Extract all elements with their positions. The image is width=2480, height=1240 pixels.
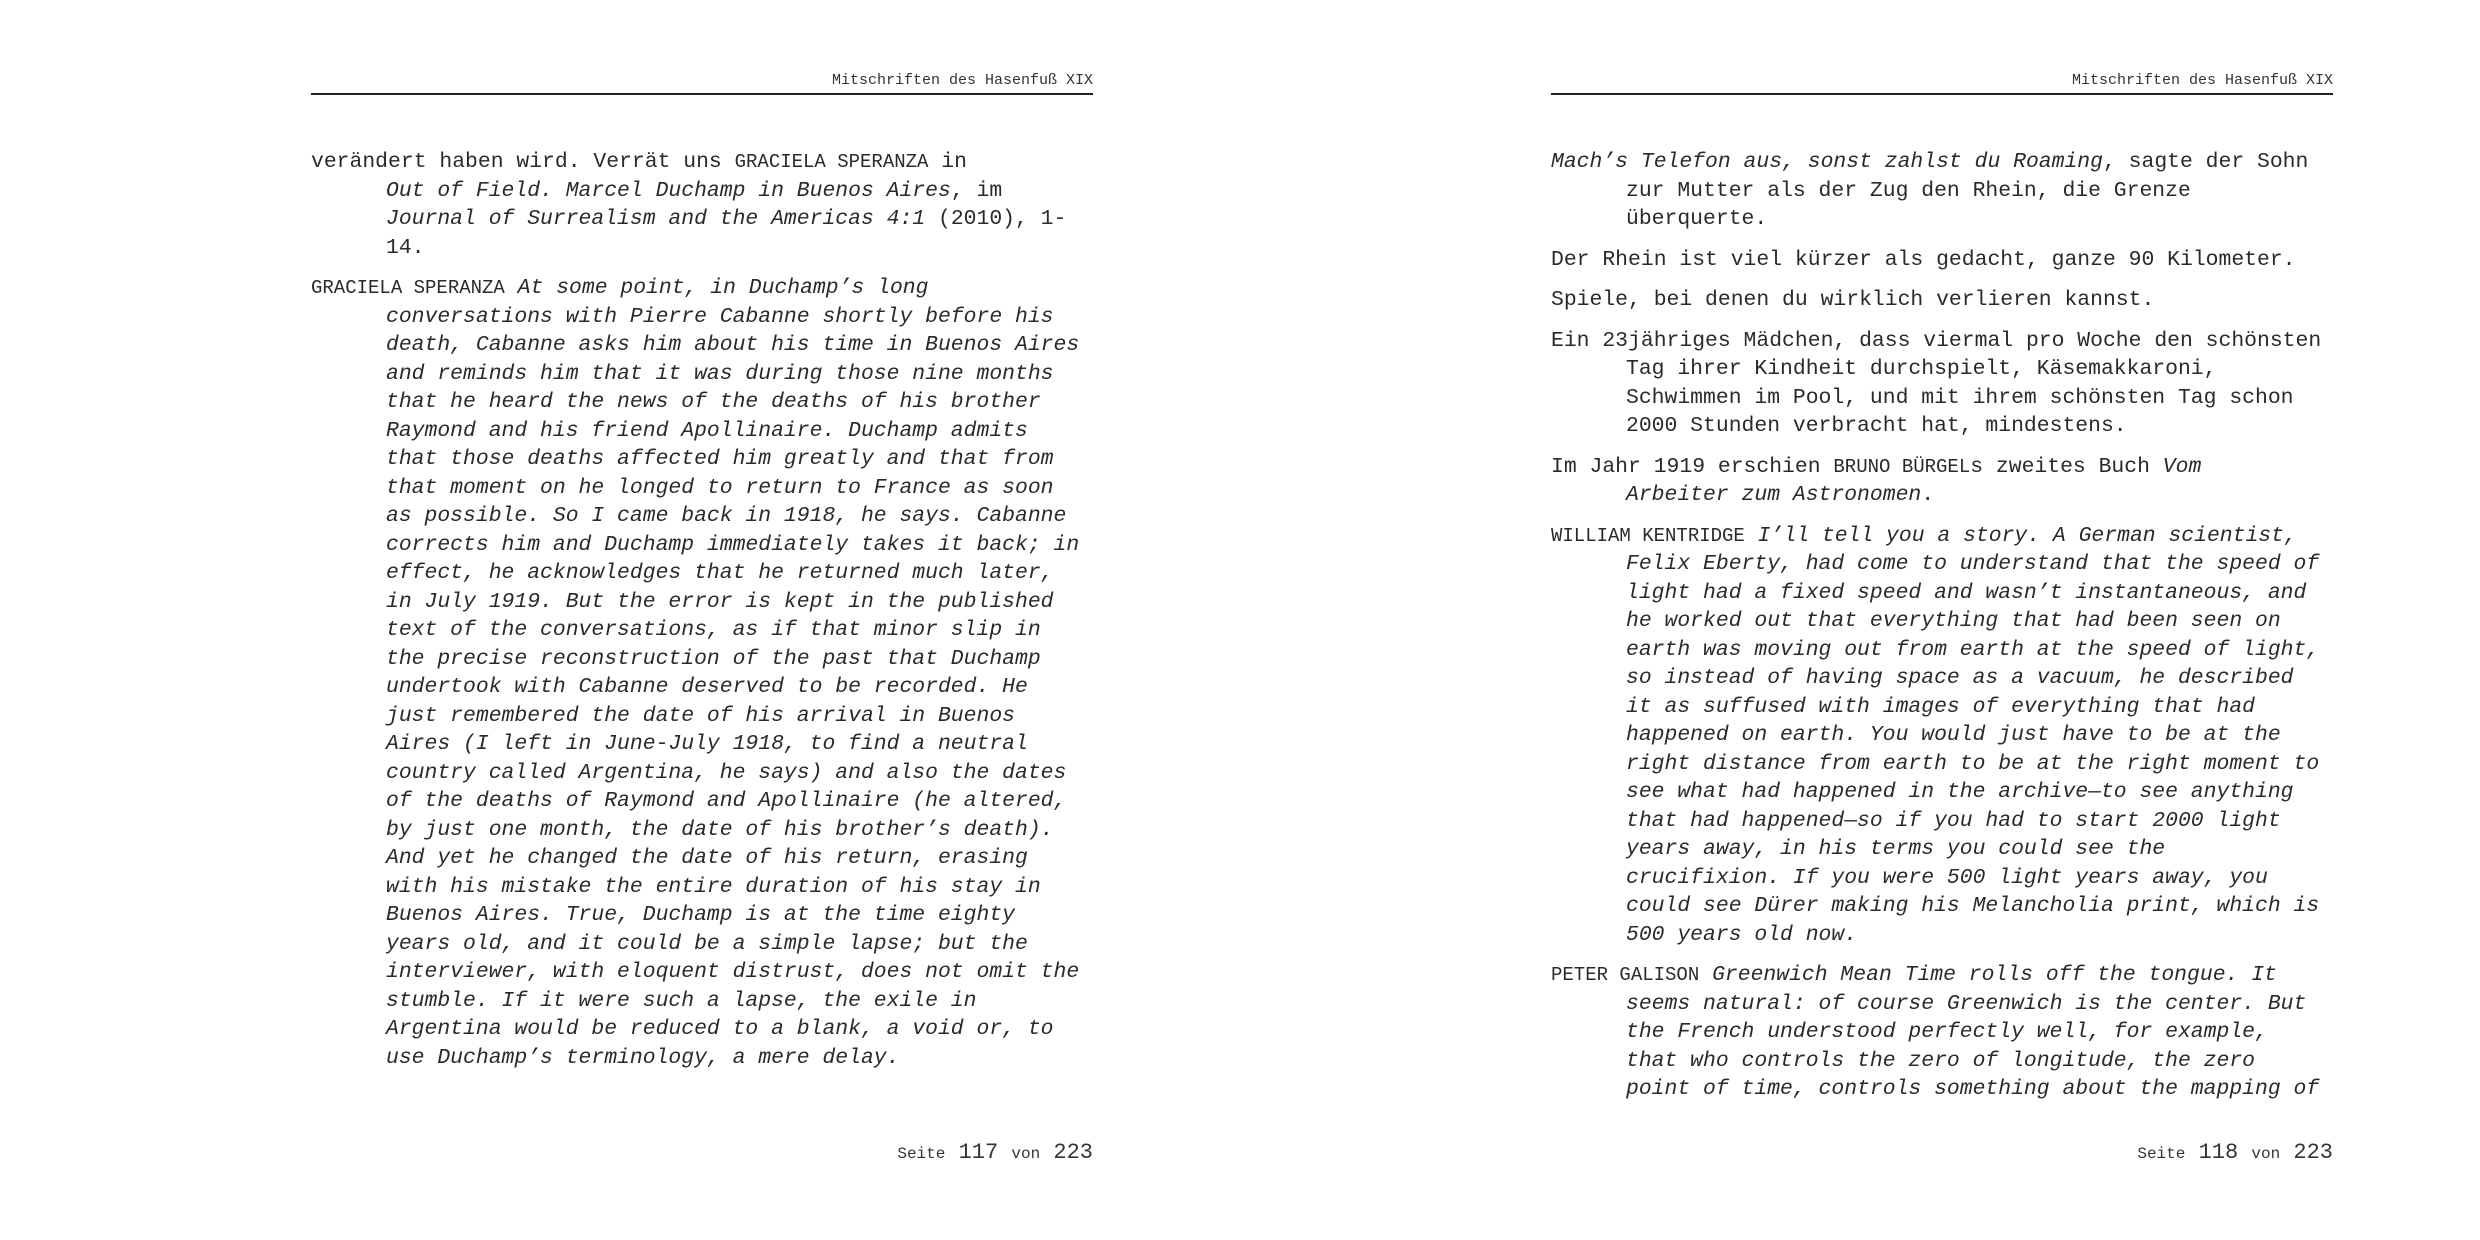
text-line — [386, 759, 1093, 788]
text-line — [1626, 550, 2333, 579]
page-footer-mid: von — [1011, 1145, 1041, 1163]
text-segment: that he heard the news of the deaths of his brother — [386, 390, 1041, 414]
text-line — [386, 445, 1093, 474]
text-line — [386, 958, 1093, 987]
text-segment: earth was moving out from earth at the speed of light, — [1626, 637, 2320, 662]
page-footer — [897, 1140, 1093, 1165]
text-segment: Der Rhein ist viel kürzer als gedacht, ganze 90 Kilometer. — [1551, 247, 2296, 272]
text-line — [386, 360, 1093, 389]
text-segment: he worked out that everything that had been seen on — [1626, 609, 2281, 633]
text-segment: , sagte der Sohn — [2102, 150, 2309, 174]
text-segment: crucifixion. If you were 500 light years away, you — [1626, 865, 2268, 890]
text-segment: , im — [950, 178, 1003, 203]
text-line — [311, 148, 1093, 177]
text-segment: I’ll tell you a story. A German scientist, — [1744, 523, 2297, 548]
text-segment: that who controls the zero of longitude, the zero — [1626, 1048, 2255, 1073]
text-line — [386, 331, 1093, 360]
paragraph — [1551, 453, 2333, 510]
text-line — [386, 303, 1093, 332]
text-segment: the precise reconstruction of the past that Duchamp — [386, 646, 1041, 671]
text-segment: zur Mutter als der Zug den Rhein, die Grenze — [1626, 178, 2191, 203]
text-line — [386, 502, 1093, 531]
text-line — [1626, 990, 2333, 1019]
paragraph — [1551, 246, 2333, 275]
text-line — [1626, 607, 2333, 636]
text-line — [386, 930, 1093, 959]
text-line — [1626, 807, 2333, 836]
text-segment: so instead of having space as a vacuum, he described — [1626, 666, 2294, 690]
name-smallcaps: GRACIELA SPERANZA — [734, 151, 929, 173]
text-segment: that had happened—so if you had to start 2000 light — [1626, 808, 2281, 833]
paragraph — [1551, 522, 2333, 950]
text-line — [1626, 778, 2333, 807]
text-line — [386, 730, 1093, 759]
paragraph — [1551, 961, 2333, 1104]
text-line — [386, 531, 1093, 560]
page-footer-prefix: Seite — [897, 1145, 946, 1163]
paragraph — [311, 274, 1093, 1072]
text-segment: Raymond and his friend Apollinaire. Duchamp admits — [386, 418, 1028, 443]
paragraph — [1551, 327, 2333, 441]
text-line — [386, 673, 1093, 702]
text-line — [1551, 522, 2333, 551]
text-segment: years away, in his terms you could see the — [1626, 837, 2166, 861]
text-segment: Journal of Surrealism and the Americas 4:1 — [386, 207, 926, 231]
text-segment: Ein 23jähriges Mädchen, dass viermal pro Woche den schönsten — [1551, 328, 2322, 353]
text-segment: could see Dürer making his Melancholia print, which is — [1626, 894, 2320, 918]
text-segment: s zweites Buch — [1970, 454, 2163, 479]
text-segment: . — [1921, 483, 1935, 507]
text-segment: the French understood perfectly well, for example, — [1626, 1020, 2268, 1044]
speaker-name: GRACIELA SPERANZA — [311, 277, 505, 299]
text-line — [1626, 384, 2333, 413]
text-segment: that those deaths affected him greatly and that from — [386, 447, 1054, 471]
page-footer-mid: von — [2251, 1145, 2281, 1163]
text-segment: Mach’s Telefon aus, sonst zahlst du Roaming — [1551, 150, 2103, 174]
page-footer — [2137, 1140, 2333, 1165]
text-line — [386, 873, 1093, 902]
paragraph — [1551, 148, 2333, 234]
text-segment: seems natural: of course Greenwich is the center. But — [1626, 991, 2307, 1016]
text-segment: in — [928, 150, 967, 174]
text-line — [1626, 864, 2333, 893]
page-number: 118 — [2198, 1140, 2239, 1165]
text-segment: with his mistake the entire duration of his stay in — [386, 874, 1041, 899]
text-line — [386, 177, 1093, 206]
text-line — [311, 274, 1093, 303]
paragraph — [1551, 286, 2333, 315]
text-segment: (2010), 1- — [925, 207, 1067, 231]
page-footer-prefix: Seite — [2137, 1145, 2186, 1163]
text-segment: by just one month, the date of his brother’s death). — [386, 817, 1054, 842]
text-segment: interviewer, with eloquent distrust, does not omit the — [386, 960, 1080, 984]
text-segment: in July 1919. But the error is kept in the published — [386, 589, 1054, 614]
text-line — [386, 616, 1093, 645]
text-segment: Greenwich Mean Time rolls off the tongue. It — [1699, 963, 2277, 987]
text-segment: corrects him and Duchamp immediately takes it back; in — [386, 532, 1080, 557]
text-segment: use Duchamp’s terminology, a mere delay. — [386, 1045, 900, 1070]
speaker-name: PETER GALISON — [1551, 964, 1700, 986]
text-segment: text of the conversations, as if that minor slip in — [386, 618, 1041, 642]
text-line — [1626, 921, 2333, 950]
page-total: 223 — [1053, 1140, 1093, 1165]
text-line — [1551, 961, 2333, 990]
text-segment: Aires (I left in June-July 1918, to find a neutral — [386, 732, 1028, 756]
text-segment: Arbeiter zum Astronomen — [1626, 483, 1922, 507]
page-content — [1551, 148, 2333, 1116]
text-segment: effect, he acknowledges that he returned much later, — [386, 561, 1054, 585]
text-segment: Out of Field. Marcel Duchamp in Buenos Aires — [386, 178, 951, 203]
left-page — [311, 0, 1093, 1240]
text-line — [386, 234, 1093, 263]
text-line — [386, 645, 1093, 674]
text-line — [386, 417, 1093, 446]
page-number: 117 — [958, 1140, 999, 1165]
text-segment: light had a fixed speed and wasn’t instantaneous, and — [1626, 580, 2307, 605]
text-segment: just remembered the date of his arrival in Buenos — [386, 703, 1015, 728]
text-line — [1626, 412, 2333, 441]
text-line — [1551, 286, 2333, 315]
text-segment: see what had happened in the archive—to see anything — [1626, 780, 2294, 804]
text-segment: it as suffused with images of everything that had — [1626, 694, 2255, 719]
running-header: Mitschriften des Hasenfuß XIX — [1551, 72, 2333, 95]
text-line — [386, 1044, 1093, 1073]
text-segment: Spiele, bei denen du wirklich verlieren kannst. — [1551, 288, 2155, 312]
paragraph — [311, 148, 1093, 262]
text-line — [1626, 579, 2333, 608]
text-line — [386, 987, 1093, 1016]
text-line — [1551, 327, 2333, 356]
text-line — [386, 816, 1093, 845]
text-line — [1626, 664, 2333, 693]
text-line — [1626, 750, 2333, 779]
text-segment: years old, and it could be a simple lapse; but the — [386, 931, 1028, 956]
running-header: Mitschriften des Hasenfuß XIX — [311, 72, 1093, 95]
text-segment: stumble. If it were such a lapse, the exile in — [386, 988, 977, 1013]
name-smallcaps: BRUNO BÜRGEL — [1833, 455, 1971, 478]
text-segment: Schwimmen im Pool, und mit ihrem schönsten Tag schon — [1626, 385, 2294, 410]
page-content — [311, 148, 1093, 1084]
text-segment: Vom — [2162, 454, 2202, 479]
text-segment: 2000 Stunden verbracht hat, mindestens. — [1626, 414, 2127, 438]
text-segment: conversations with Pierre Cabanne shortly before his — [386, 304, 1054, 329]
text-line — [386, 588, 1093, 617]
text-line — [1551, 453, 2333, 482]
text-line — [386, 787, 1093, 816]
text-line — [386, 559, 1093, 588]
text-segment: 500 years old now. — [1626, 922, 1858, 947]
text-segment: At some point, in Duchamp’s long — [504, 276, 929, 300]
text-segment: Felix Eberty, had come to understand that the speed of — [1626, 552, 2320, 576]
right-page — [1551, 0, 2333, 1240]
text-line — [1626, 481, 2333, 510]
text-segment: Argentina would be reduced to a blank, a void or, to — [386, 1017, 1054, 1041]
text-line — [1626, 1047, 2333, 1076]
text-segment: death, Cabanne asks him about his time in Buenos Aires — [386, 333, 1080, 357]
text-segment: Im Jahr 1919 erschien — [1551, 454, 1834, 479]
text-segment: that moment on he longed to return to France as soon — [386, 475, 1054, 500]
text-line — [386, 388, 1093, 417]
text-line — [1551, 246, 2333, 275]
text-line — [1626, 1018, 2333, 1047]
text-line — [1551, 148, 2333, 177]
text-line — [1626, 177, 2333, 206]
text-line — [386, 702, 1093, 731]
text-segment: as possible. So I came back in 1918, he says. Cabanne — [386, 504, 1067, 528]
text-segment: verändert haben wird. Verrät uns — [311, 150, 735, 174]
text-line — [1626, 721, 2333, 750]
text-segment: Buenos Aires. True, Duchamp is at the time eighty — [386, 903, 1015, 927]
text-line — [1626, 636, 2333, 665]
page-total: 223 — [2293, 1140, 2333, 1165]
text-line — [386, 901, 1093, 930]
text-segment: country called Argentina, he says) and also the dates — [386, 760, 1067, 785]
text-segment: and reminds him that it was during those nine months — [386, 361, 1054, 386]
speaker-name: WILLIAM KENTRIDGE — [1551, 524, 1745, 547]
text-segment: point of time, controls something about the mapping of — [1626, 1077, 2320, 1101]
text-line — [386, 474, 1093, 503]
text-segment: right distance from earth to be at the right moment to — [1626, 751, 2320, 776]
text-line — [386, 205, 1093, 234]
text-segment: of the deaths of Raymond and Apollinaire (he altered, — [386, 789, 1067, 813]
text-segment: undertook with Cabanne deserved to be recorded. He — [386, 675, 1028, 699]
text-line — [1626, 835, 2333, 864]
text-segment: Tag ihrer Kindheit durchspielt, Käsemakkaroni, — [1626, 357, 2217, 381]
text-line — [386, 1015, 1093, 1044]
text-line — [1626, 693, 2333, 722]
text-line — [386, 844, 1093, 873]
text-line — [1626, 205, 2333, 234]
text-segment: And yet he changed the date of his return, erasing — [386, 846, 1028, 870]
text-line — [1626, 892, 2333, 921]
text-line — [1626, 355, 2333, 384]
text-segment: 14. — [386, 235, 425, 260]
text-segment: überquerte. — [1626, 207, 1768, 231]
text-line — [1626, 1075, 2333, 1104]
text-segment: happened on earth. You would just have to be at the — [1626, 723, 2281, 747]
